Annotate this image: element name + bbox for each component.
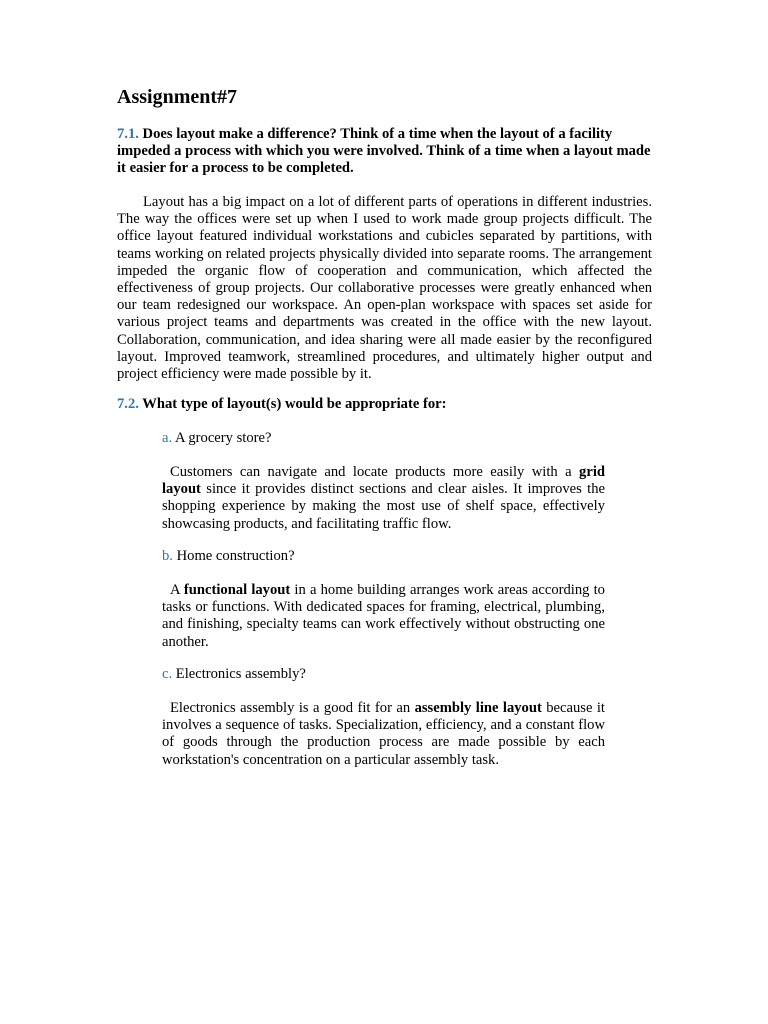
item-b-answer [162, 582, 605, 651]
item-a-answer-bold: grid layout [162, 464, 605, 498]
question-7-2 [117, 396, 652, 413]
answer-7-1: Layout has a big impact on a lot of different parts of operations in different industries. The way the offices were set up when I used to work made group projects difficult. The office layout featured individual workstations and cubicles separated by partitions, with teams working on related projects physically divided into separate rooms. The arrangement impeded the organic flow of cooperation and communication, which affected the effectiveness of group projects. Our collaborative processes were greatly enhanced when our team redesigned our workspace. An open-plan workspace with spaces set aside for various project teams and departments was created in the office with the new layout. Collaboration, communication, and idea sharing were all made easier by the reconfigured layout. Improved teamwork, streamlined procedures, and ultimately higher output and project efficiency were made possible by it. [117, 194, 652, 383]
item-b-answer-pre: A [170, 582, 184, 598]
item-c-answer-post: because it involves a sequence of tasks. Specialization, efficiency, and a constant flow of goods through the production process are made possible by each workstation's concentration on a particular assembly task. [162, 700, 605, 768]
item-a-question-text: A grocery store? [174, 430, 272, 446]
question-7-2-text: What type of layout(s) would be appropriate for: [142, 396, 447, 412]
question-7-1-number: 7.1. [117, 126, 139, 142]
assignment-title: Assignment#7 [117, 86, 238, 108]
item-c-label: c. [162, 666, 173, 682]
item-c-answer-bold: assembly line layout [414, 700, 542, 716]
item-a-question [162, 430, 271, 447]
item-c-question [162, 666, 306, 683]
item-a-answer [162, 464, 605, 533]
item-a-label: a. [162, 430, 173, 446]
item-c-question-text: Electronics assembly? [175, 666, 306, 682]
question-7-1-text: Does layout make a difference? Think of a time when the layout of a facility impeded a process with which you were involved. Think of a time when a layout made it easier for a process to be completed. [117, 126, 651, 177]
question-7-2-number: 7.2. [117, 396, 139, 412]
item-a-answer-pre: Customers can navigate and locate products more easily with a [170, 464, 580, 480]
item-b-question [162, 548, 295, 565]
question-7-1 [117, 126, 652, 178]
item-b-question-text: Home construction? [176, 548, 295, 564]
item-b-label: b. [162, 548, 173, 564]
item-b-answer-post: in a home building arranges work areas according to tasks or functions. With dedicated spaces for framing, electrical, plumbing, and finishing, specialty teams can work effectively without obstructing one another. [162, 582, 605, 650]
item-c-answer-pre: Electronics assembly is a good fit for an [170, 700, 415, 716]
item-b-answer-bold: functional layout [183, 582, 291, 598]
item-a-answer-post: since it provides distinct sections and clear aisles. It improves the shopping experience by making the most use of shelf space, effectively showcasing products, and facilitating traffic flow. [162, 481, 605, 532]
item-c-answer [162, 700, 605, 769]
